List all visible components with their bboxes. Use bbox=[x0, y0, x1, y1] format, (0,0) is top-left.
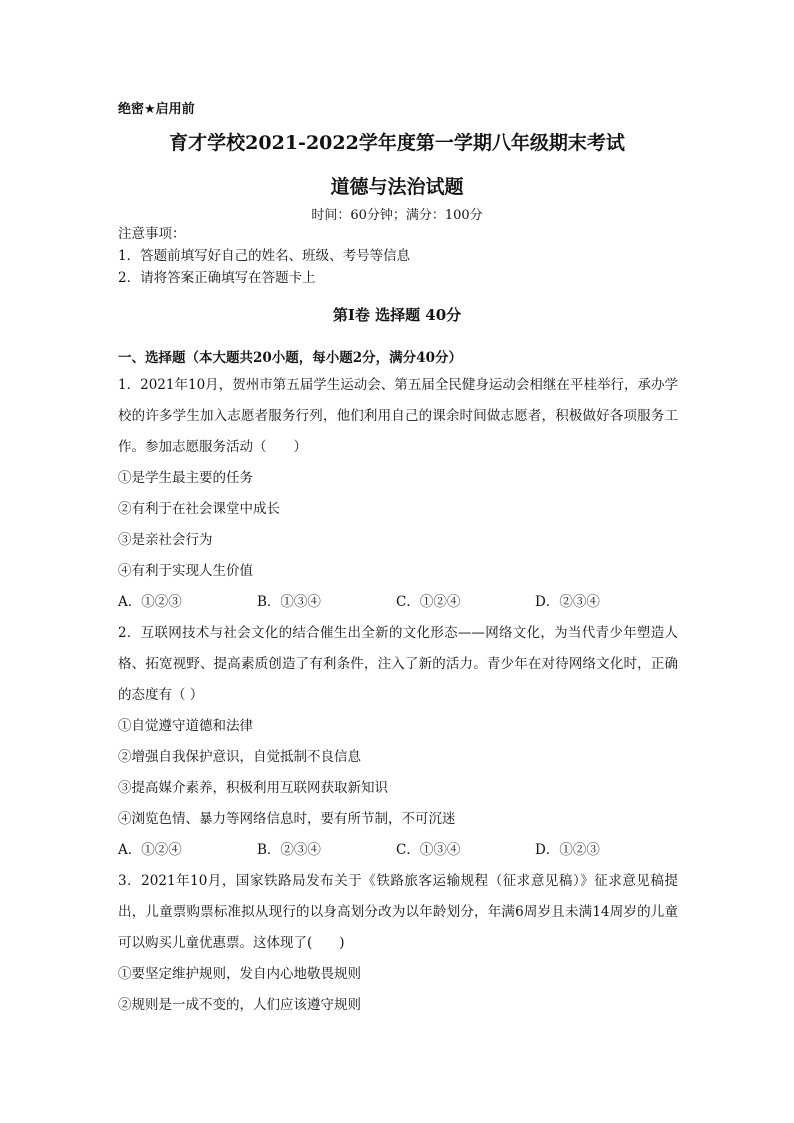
section-heading: 第I卷 选择题 40分 bbox=[332, 306, 462, 324]
question-statement: ①要坚定维护规则，发自内心地敬畏规则 bbox=[118, 966, 361, 982]
notes-item: 2．请将答案正确填写在答题卡上 bbox=[118, 270, 316, 286]
question-1 bbox=[118, 370, 678, 618]
answer-choice-b: B．②③④ bbox=[257, 842, 321, 858]
answer-choice-c: C．①②④ bbox=[396, 594, 461, 610]
answer-choices bbox=[118, 835, 678, 866]
notes-block bbox=[118, 223, 410, 289]
answer-choice-b: B．①③④ bbox=[257, 594, 321, 610]
question-statement: ④有利于实现人生价值 bbox=[118, 563, 253, 579]
answer-choice-a: A．①②③ bbox=[118, 594, 182, 610]
exam-time-score: 时间：60分钟；满分：100分 bbox=[311, 208, 483, 223]
question-statement: ③是亲社会行为 bbox=[118, 532, 213, 548]
question-statement: ②增强自我保护意识，自觉抵制不良信息 bbox=[118, 749, 361, 765]
answer-choices bbox=[118, 587, 678, 618]
question-stem: 1．2021年10月，贺州市第五届学生运动会、第五届全民健身运动会相继在平桂举行，承办学校的许多学生加入志愿者服务行列，他们利用自己的课余时间做志愿者，积极做好各项服务工作。参加志愿服务活动（ ） bbox=[118, 377, 678, 455]
question-statement: ④浏览色情、暴力等网络信息时，要有所节制，不可沉迷 bbox=[118, 811, 456, 827]
answer-choice-c: C．①③④ bbox=[396, 842, 461, 858]
question-stem: 2．互联网技术与社会文化的结合催生出全新的文化形态——网络文化，为当代青少年塑造人格、拓宽视野、提高素质创造了有利条件，注入了新的活力。青少年在对待网络文化时，正确的态度有（ ） bbox=[118, 625, 678, 703]
question-statement: ③提高媒介素养，积极利用互联网获取新知识 bbox=[118, 780, 388, 796]
answer-choice-a: A．①②④ bbox=[118, 842, 182, 858]
question-statement: ②规则是一成不变的，人们应该遵守规则 bbox=[118, 997, 361, 1013]
question-stem: 3．2021年10月，国家铁路局发布关于《铁路旅客运输规程（征求意见稿）》征求意见稿提出，儿童票购票标准拟从现行的以身高划分改为以年龄划分，年满6周岁且未满14周岁的儿童可以购买儿童优惠票。这体现了( ) bbox=[118, 873, 678, 951]
part-heading: 一、选择题（本大题共20小题，每小题2分，满分40分） bbox=[118, 350, 462, 366]
exam-subject: 道德与法治试题 bbox=[330, 176, 464, 198]
question-statement: ①自觉遵守道德和法律 bbox=[118, 718, 253, 734]
question-list bbox=[118, 370, 678, 1021]
question-3 bbox=[118, 866, 678, 1021]
exam-title: 育才学校2021-2022学年度第一学期八年级期末考试 bbox=[169, 132, 625, 154]
answer-choice-d: D．①②③ bbox=[535, 842, 600, 858]
confidential-label: 绝密★启用前 bbox=[118, 102, 195, 117]
question-statement: ②有利于在社会课堂中成长 bbox=[118, 501, 280, 517]
answer-choice-d: D．②③④ bbox=[535, 594, 600, 610]
notes-item: 1．答题前填写好自己的姓名、班级、考号等信息 bbox=[118, 248, 411, 264]
question-2 bbox=[118, 618, 678, 866]
question-statement: ①是学生最主要的任务 bbox=[118, 470, 253, 486]
notes-heading: 注意事项： bbox=[118, 226, 186, 242]
